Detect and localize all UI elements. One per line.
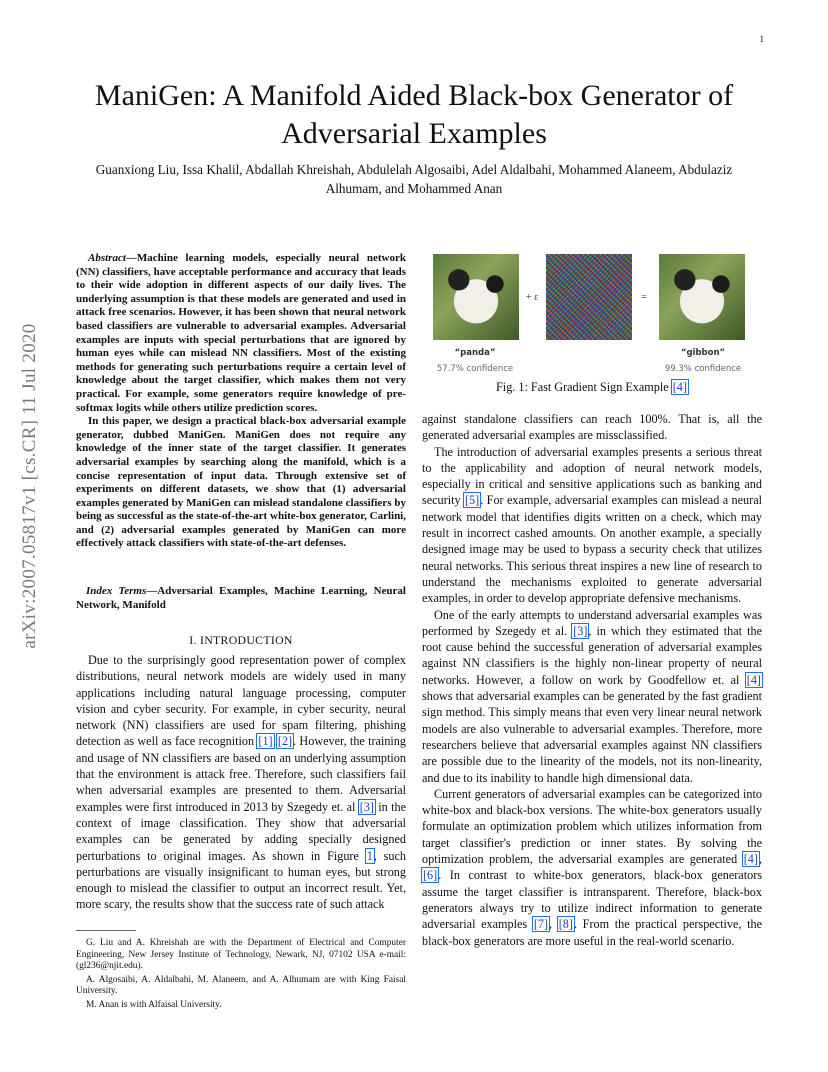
arxiv-stamp: arXiv:2007.05817v1 [cs.CR] 11 Jul 2020 — [19, 323, 40, 649]
abstract-p2: In this paper, we design a practical black-box adversarial example generator, dubbed ManiGen. ManiGen does not require any knowledge of the inner state of the target classifier. It generates adversarial examples by searching along the manifold, which is a concise representation of input data. Through extensive set of experiments on different datasets, we show that (1) adversarial examples generated by ManiGen can mislead standalone classifiers by being as successful as the state-of-the-art white-box generator, Carlini, and (2) adversarial examples generated by ManiGen can more effectively attack classifiers with state-of-the-art defenses. — [76, 415, 406, 550]
citation-link[interactable]: [3] — [573, 623, 588, 638]
footnote-2: A. Algosaibi, A. Aldalbahi, M. Alaneem, and A. Alhumam are with King Faisal University. — [76, 974, 406, 997]
page-number: 1 — [759, 34, 764, 44]
intro-text-c: in the context of image classification. They show that adversarial examples can be generated by adding specially designed perturbations to original images. As shown in Figure — [76, 799, 407, 863]
citation-link[interactable]: [8] — [558, 917, 573, 932]
citation-link[interactable]: [4] — [746, 672, 761, 687]
right-p1-b: . For example, adversarial examples can mislead a neural network model that identifies digits written on a check, which may result in incorrect cashed amounts. On another example, a specially designed image may be used to bypass a security check that utilizes neural networks. This serious threat inspires a new line of research to understand the mechanisms exploited to generate adversarial examples, in order to develop appropriate defensive mechanisms. — [422, 493, 762, 606]
author-list: Guanxiong Liu, Issa Khalil, Abdallah Khreishah, Abdulelah Algosaibi, Adel Aldalbahi, Mohammed Alaneem, Abdulaziz Alhumam, and Mohammed Anan — [95, 162, 733, 196]
right-p3: Current generators of adversarial examples can be categorized into white-box and black-box versions. The white-box generators usually formulate an optimization problem which utilizes information from target classifier's prediction or inner states. By solving the optimization problem, the adversarial examples are generated [4], [6]. In contrast to white-box generators, black-box generators assume the target classifier is intransparent. Therefore, black-box generators always try to utilize indirect information to generate adversarial examples [7], [8]. From the practical perspective, the black-box generators are more useful in the real-world scenario. — [422, 786, 763, 948]
figure-ref-link[interactable]: 1 — [366, 848, 373, 863]
right-p1-a: The introduction of adversarial examples presents a serious threat to the applicability and adoption of neural network models, especially in critical and sensitive applications such as banking and security — [422, 444, 762, 508]
citation-link[interactable]: [2] — [277, 734, 293, 749]
citation-link[interactable]: [4] — [672, 380, 687, 394]
citation-link[interactable]: [3] — [359, 799, 374, 814]
figure-caption — [422, 380, 762, 395]
footnote-3: M. Anan is with Alfaisal University. — [86, 999, 222, 1010]
right-p2-c: shows that adversarial examples can be generated by the fast gradient sign method. This simply means that even very linear neural network models are also vulnerable to adversarial examples. Therefore, more researchers believe that adversarial examples against NN classifiers are possible due to the linearity of the models, not its non-linearity, and due to its inability to handle high dimensional data. — [422, 689, 762, 785]
citation-link[interactable]: [4] — [743, 852, 758, 867]
right-p2 — [422, 607, 762, 786]
footnote-rule — [76, 930, 136, 931]
section-heading: I. INTRODUCTION — [189, 633, 293, 647]
intro-text-b: . However, the training and usage of NN classifiers are based on an underlying assumption that the environment is attack free. Therefore, such classifiers fail when adversarial examples are presented to them. Adversarial examples were first introduced in 2013 by Szegedy et. al — [76, 734, 406, 814]
gibbon-image — [659, 254, 745, 340]
index-terms — [76, 585, 406, 612]
right-column-text — [422, 411, 762, 949]
right-p2-a: One of the early attempts to understand adversarial examples was performed by Szegedy et al. — [422, 607, 762, 638]
figure-1 — [430, 252, 750, 390]
abstract-lead: Abstract — [88, 252, 126, 264]
intro-paragraph — [76, 652, 406, 913]
abstract — [76, 252, 406, 551]
noise-image — [546, 254, 632, 340]
citation-link[interactable]: [1] — [258, 734, 273, 749]
right-p0: against standalone classifiers can reach 100%. That is, all the generated adversarial examples are missclassified. — [422, 412, 762, 443]
panda-label: “panda” — [454, 348, 496, 358]
right-p3-b: . In contrast to white-box generators, black-box generators assume the target classifier is intransparent. Therefore, black-box generators always try to utilize indirect information to generate adversarial examples — [422, 868, 762, 932]
intro-text-d: , such perturbations are visually insignificant to human eyes, but strong enough to mislead the classifier to output an incorrect result. Yet, more scary, the results show that the success rate of such attack — [76, 848, 406, 912]
panda-image — [433, 254, 519, 340]
plus-epsilon-label: + ε — [526, 292, 539, 303]
citation-link[interactable]: [6] — [423, 868, 438, 883]
abstract-p1: —Machine learning models, especially neural network (NN) classifiers, have acceptable performance and accuracy that leads to their wide adoption in different aspects of our daily lives. The underlying assumption is that these models are generated and used in attack free scenarios. However, it has been shown that neural network based classifiers are vulnerable to adversarial examples. Adversarial examples are inputs with special perturbations that are ignored by human eyes while can mislead NN classifiers. Most of the existing methods for generating such perturbations require a certain level of knowledge about the target classifier, which makes them not very practical. For example, some generators require knowledge of pre-softmax logits while others utilize prediction scores. — [76, 252, 406, 414]
footnotes — [76, 938, 406, 1014]
right-p3-c: . From the practical perspective, the black-box generators are more useful in the real-world scenario. — [422, 917, 763, 948]
panda-confidence: 57.7% confidence — [436, 364, 514, 374]
gibbon-label: “gibbon” — [680, 348, 726, 358]
citation-link[interactable]: [5] — [465, 493, 480, 508]
index-terms-lead: Index Terms — [86, 585, 147, 597]
right-p2-b: , in which they estimated that the root cause behind the successful generation of adversarial examples against NN classifiers is the highly non-linear property of neural networks. However, a follow on work by Goodfellow et. al — [422, 623, 762, 687]
index-terms-text: —Adversarial Examples, Machine Learning, Neural Network, Manifold — [76, 585, 406, 611]
footnote-1: G. Liu and A. Khreishah are with the Department of Electrical and Computer Engineering, New Jersey Institute of Technology, Newark, NJ, 07102 USA e-mail: (gl236@njit.edu). — [76, 938, 406, 972]
caption-text: Fig. 1: Fast Gradient Sign Example — [496, 380, 672, 394]
paper-title: ManiGen: A Manifold Aided Black-box Generator of Adversarial Examples — [94, 79, 734, 150]
intro-text-a: Due to the surprisingly good representation power of complex distributions, neural network models are widely used in many applications including natural language processing, computer vision and cyber security. For example, in cyber security, neural network (NN) classifiers are used for spam filtering, phishing detection as well as face recognition — [76, 653, 406, 749]
equals-label: = — [641, 292, 647, 303]
citation-link[interactable]: [7] — [533, 917, 549, 932]
right-p1 — [422, 444, 762, 607]
gibbon-confidence: 99.3% confidence — [664, 364, 742, 374]
right-p3-a: Current generators of adversarial examples can be categorized into white-box and black-box versions. The white-box generators usually formulate an optimization problem which utilizes information from target classifier's prediction or inner states. By solving the optimization problem, the adversarial examples are generated — [422, 786, 762, 867]
